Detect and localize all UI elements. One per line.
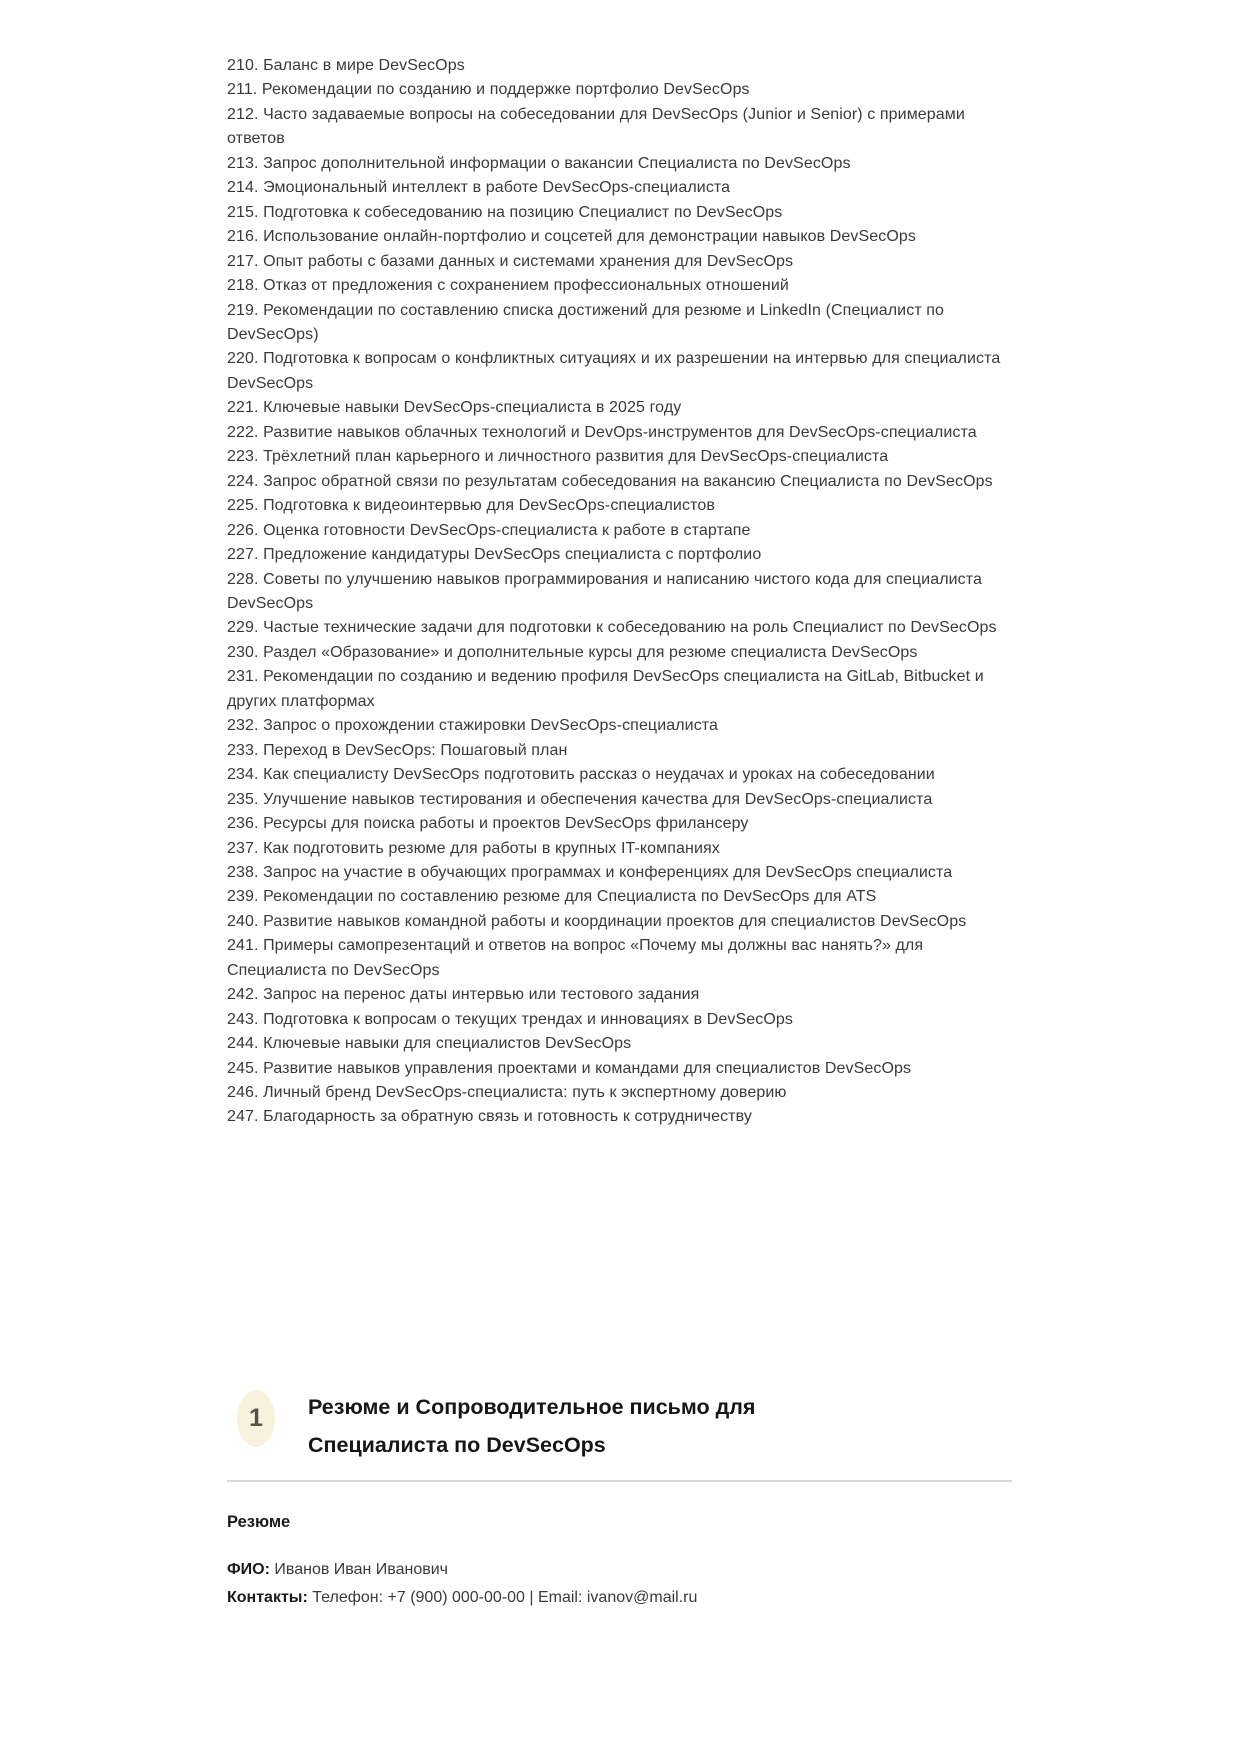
toc-item: 230. Раздел «Образование» и дополнительные курсы для резюме специалиста DevSecOps [227, 643, 918, 661]
contacts-value: Телефон: +7 (900) 000-00-00 | Email: ivanov@mail.ru [312, 1589, 698, 1607]
toc-item: 246. Личный бренд DevSecOps-специалиста: путь к экспертному доверию [227, 1084, 787, 1102]
toc-item: 232. Запрос о прохождении стажировки DevSecOps-специалиста [227, 717, 719, 735]
toc-item: 211. Рекомендации по созданию и поддержке портфолио DevSecOps [227, 81, 750, 99]
toc-item: 244. Ключевые навыки для специалистов DevSecOps [227, 1035, 632, 1053]
contacts-line [227, 1584, 1012, 1613]
contacts-label: Контакты: [227, 1589, 308, 1607]
toc-item: 234. Как специалисту DevSecOps подготовить рассказ о неудачах и уроках на собеседовании [227, 766, 935, 784]
toc-item: 217. Опыт работы с базами данных и системами хранения для DevSecOps [227, 252, 794, 270]
section-title: Резюме и Сопроводительное письмо для Специалиста по DevSecOps [308, 1394, 756, 1457]
toc-item: 247. Благодарность за обратную связь и готовность к сотрудничеству [227, 1108, 752, 1126]
toc-item: 235. Улучшение навыков тестирования и обеспечения качества для DevSecOps-специалиста [227, 790, 933, 808]
section-divider [227, 1480, 1012, 1482]
toc-item: 216. Использование онлайн-портфолио и соцсетей для демонстрации навыков DevSecOps [227, 228, 917, 246]
toc-item: 241. Примеры самопрезентаций и ответов на вопрос «Почему мы должны вас нанять?» для Специалиста по DevSecOps [227, 937, 924, 979]
toc-item: 231. Рекомендации по созданию и ведению профиля DevSecOps специалиста на GitLab, Bitbucket и других платформах [227, 668, 984, 710]
toc-item: 228. Советы по улучшению навыков программирования и написанию чистого кода для специалиста DevSecOps [227, 570, 983, 612]
toc-item: 213. Запрос дополнительной информации о вакансии Специалиста по DevSecOps [227, 154, 851, 172]
section-number: 1 [249, 1403, 263, 1432]
toc-item: 236. Ресурсы для поиска работы и проектов DevSecOps фрилансеру [227, 815, 749, 833]
fio-label: ФИО: [227, 1560, 270, 1578]
toc-item: 242. Запрос на перенос даты интервью или тестового задания [227, 986, 700, 1004]
toc-item: 219. Рекомендации по составлению списка достижений для резюме и LinkedIn (Специалист по DevSecOps) [227, 301, 945, 343]
toc-item: 226. Оценка готовности DevSecOps-специалиста к работе в стартапе [227, 521, 751, 539]
toc-item: 240. Развитие навыков командной работы и координации проектов для специалистов DevSecOps [227, 912, 967, 930]
toc-item: 221. Ключевые навыки DevSecOps-специалиста в 2025 году [227, 399, 682, 417]
toc-item: 238. Запрос на участие в обучающих программах и конференциях для DevSecOps специалиста [227, 863, 953, 881]
toc-item: 210. Баланс в мире DevSecOps [227, 57, 465, 74]
toc-item: 214. Эмоциональный интеллект в работе DevSecOps-специалиста [227, 179, 731, 197]
toc-item: 220. Подготовка к вопросам о конфликтных ситуациях и их разрешении на интервью для специалиста DevSecOps [227, 350, 1001, 392]
toc-item: 215. Подготовка к собеседованию на позицию Специалист по DevSecOps [227, 203, 783, 221]
fio-line [227, 1556, 1012, 1585]
toc-item: 245. Развитие навыков управления проектами и командами для специалистов DevSecOps [227, 1059, 912, 1077]
toc-list [227, 54, 1012, 1130]
section-header [227, 1388, 1012, 1464]
toc-item: 218. Отказ от предложения с сохранением профессиональных отношений [227, 277, 789, 295]
toc-item: 224. Запрос обратной связи по результатам собеседования на вакансию Специалиста по DevSecOps [227, 472, 993, 490]
toc-item: 239. Рекомендации по составлению резюме для Специалиста по DevSecOps для ATS [227, 888, 877, 906]
fio-value: Иванов Иван Иванович [274, 1560, 449, 1578]
toc-item: 225. Подготовка к видеоинтервью для DevSecOps-специалистов [227, 497, 715, 515]
toc-item: 243. Подготовка к вопросам о текущих трендах и инновациях в DevSecOps [227, 1010, 794, 1028]
toc-item: 233. Переход в DevSecOps: Пошаговый план [227, 741, 568, 759]
resume-subheading: Резюме [227, 1512, 291, 1531]
toc-item: 229. Частые технические задачи для подготовки к собеседованию на роль Специалист по DevSecOps [227, 619, 997, 637]
toc-item: 227. Предложение кандидатуры DevSecOps специалиста с портфолио [227, 546, 762, 564]
toc-item: 237. Как подготовить резюме для работы в крупных IT-компаниях [227, 839, 720, 857]
section-number-badge [237, 1390, 275, 1447]
toc-item: 212. Часто задаваемые вопросы на собеседовании для DevSecOps (Junior и Senior) с примерами ответов [227, 105, 965, 148]
toc-item: 222. Развитие навыков облачных технологий и DevOps-инструментов для DevSecOps-специалиста [227, 423, 977, 441]
toc-item: 223. Трёхлетний план карьерного и личностного развития для DevSecOps-специалиста [227, 448, 889, 466]
